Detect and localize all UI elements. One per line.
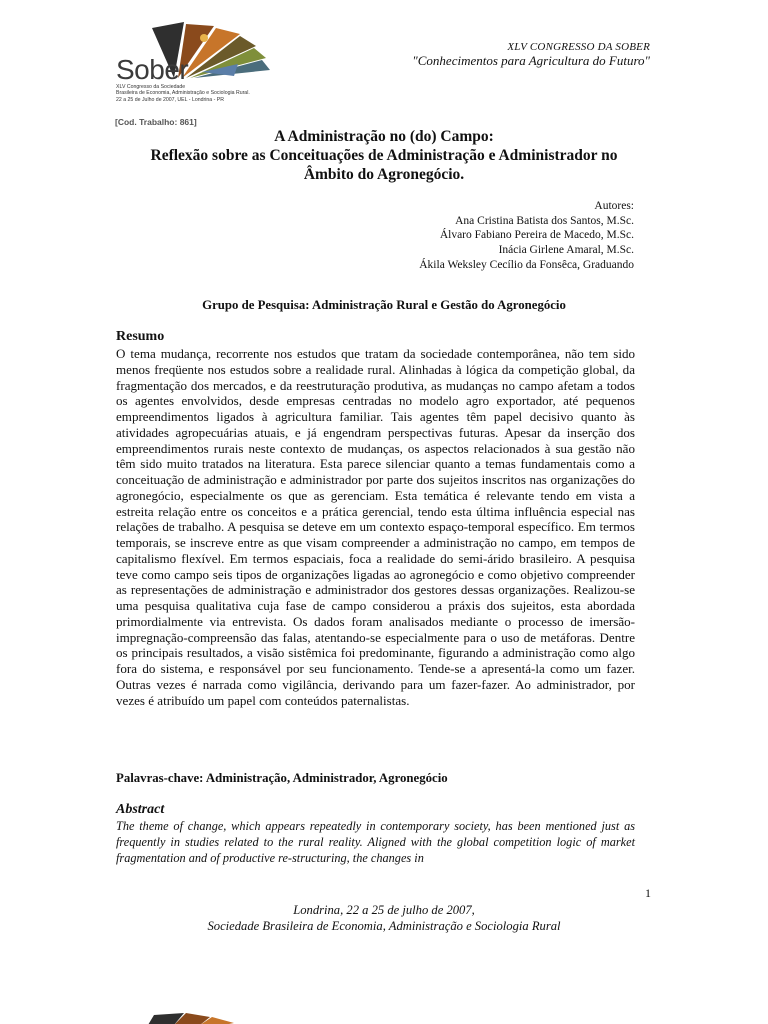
research-group: Grupo de Pesquisa: Administração Rural e Gestão do Agronegócio [202, 298, 566, 312]
logo-subtitle [116, 84, 296, 103]
author-name: Álvaro Fabiano Pereira de Macedo, M.Sc. [439, 229, 634, 242]
page-number: 1 [645, 886, 651, 900]
title-line: A Administração no (do) Campo: [274, 128, 494, 145]
page-header [412, 41, 650, 69]
authors-block [419, 199, 634, 273]
author-name: Ákila Weksley Cecílio da Fonsêca, Graduando [419, 258, 634, 271]
logo-subtitle-line: 22 a 25 de Julho de 2007, UEL - Londrina - PR [116, 96, 224, 103]
footer-line: Londrina, 22 a 25 de julho de 2007, [293, 903, 475, 917]
congress-motto: "Conhecimentos para Agricultura do Futuro" [412, 53, 650, 68]
congress-name: XLV CONGRESSO DA SOBER [507, 41, 650, 53]
abstract-text: The theme of change, which appears repeatedly in contemporary society, has been mentioned just as frequently in studies related to the rural reality. Aligned with the global competition logic of market fragmentation and of productive re-structuring, the changes in [116, 819, 635, 865]
abstract-heading: Abstract [116, 802, 165, 817]
logo-subtitle-line: Brasileira de Economia, Administração e Sociologia Rural. [116, 90, 250, 97]
logo-wordmark: Sober [116, 54, 189, 85]
resumo-text: O tema mudança, recorrente nos estudos que tratam da sociedade contemporânea, não tem sido menos freqüente nos estudos sobre a realidade rural. Alinhadas à lógica da competição global, da fragmentação dos mercados, e da reestruturação produtiva, as mudanças no campo afetam a todos os agentes envolvidos, desde empresas centradas no modelo agro exportador, até pequenos empreendimentos ligados à agricultura familiar. Tais agentes têm papel decisivo quanto às atividades agropecuárias atuais, e já engendram perspectivas futuras. Apesar da inserção dos empreendimentos rurais neste contexto de mudanças, os aspectos relacionados à sua gestão não têm sido muito tratados na literatura. Esta parece silenciar quanto a temas fundamentais como a conceituação de administração e administrador por parte dos sujeitos inscritos nas organizações do agronegócio, especialmente os que as gerenciam. Esta temática é relevante tendo em vista a estreita relação entre os conceitos e a prática gerencial, tendo esta última influência especial nas relações de trabalho. A pesquisa se deteve em um contexto espaço-temporal específico. Em termos temporais, se inscreve entre as que visam compreender a administração no campo, em tempos de capitalismo flexível. Em termos espaciais, foca a realidade do semi-árido brasileiro. A pesquisa teve como campo seis tipos de organizações ligadas ao agronegócio e como objetivo compreender as representações de administração e administrador dos gestores dessas organizações. Realizou-se uma pesquisa qualitativa cuja fase de campo considerou a práxis dos sujeitos, esta abordada primordialmente via entrevista. Os dados foram analisados mediante o processo de imersão-impregnação-compreensão das falas, atentando-se especialmente para o uso de metáforas. Dentre os principais resultados, a visão sistêmica foi predominante, figurando a administração como algo fora do sistema, e responsável por seu funcionamento. Tende-se a apresentá-la como um fazer. Outras vezes é narrada como vigilância, derivando para um fazer-fazer. Ao administrador, por vezes é atribuído um papel com conteúdos paternalistas. [116, 346, 635, 708]
keywords: Palavras-chave: Administração, Administrador, Agronegócio [116, 771, 448, 785]
footer-line: Sociedade Brasileira de Economia, Administração e Sociologia Rural [207, 919, 561, 933]
resumo-heading: Resumo [116, 329, 165, 344]
authors-label: Autores: [594, 200, 634, 212]
author-name: Ana Cristina Batista dos Santos, M.Sc. [455, 214, 634, 227]
author-name: Inácia Girlene Amaral, M.Sc. [498, 244, 634, 257]
title-line: Âmbito do Agronegócio. [303, 166, 465, 183]
page-footer [114, 902, 654, 934]
logo-subtitle-line: XLV Congresso da Sociedade [116, 84, 186, 90]
next-page-logo-fragment [114, 1012, 274, 1024]
work-code: [Cod. Trabalho: 861] [115, 117, 197, 127]
paper-title [114, 127, 654, 184]
sober-logo [114, 20, 284, 110]
title-line: Reflexão sobre as Conceituações de Administração e Administrador no [150, 147, 618, 164]
